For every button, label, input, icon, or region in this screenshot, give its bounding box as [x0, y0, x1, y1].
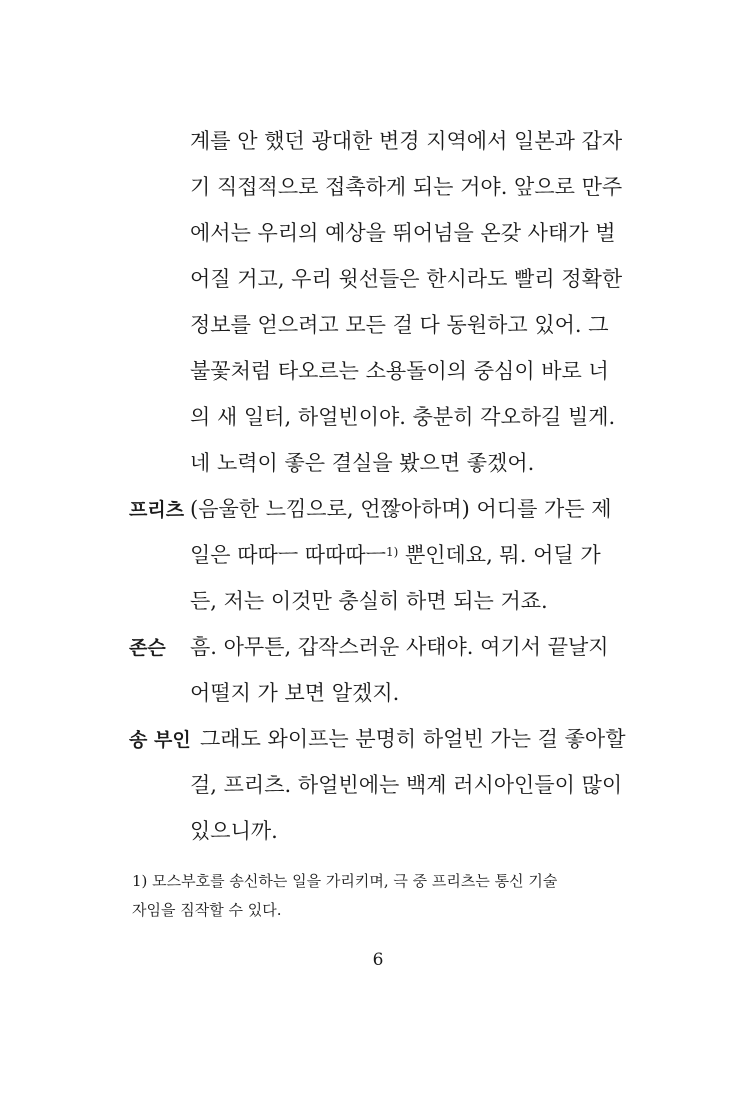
text-line: 계를 안 했던 광대한 변경 지역에서 일본과 갑자	[190, 129, 623, 153]
text-segment: 뿐인데요, 뭐. 어딜 가	[398, 543, 601, 567]
text-line: 그래도 와이프는 분명히 하얼빈 가는 걸 좋아할	[200, 727, 626, 751]
text-line: 의 새 일터, 하얼빈이야. 충분히 각오하길 빌게.	[190, 405, 616, 429]
text-line: 네 노력이 좋은 결실을 봤으면 좋겠어.	[190, 451, 535, 475]
text-line: 기 직접적으로 접촉하게 되는 거야. 앞으로 만주	[190, 175, 623, 199]
text-line: 든, 저는 이것만 충실히 하면 되는 거죠.	[190, 589, 548, 613]
text-line: 걸, 프리츠. 하얼빈에는 백계 러시아인들이 많이	[190, 773, 623, 797]
page-number: 6	[372, 950, 384, 970]
text-line: 어떨지 가 보면 알겠지.	[190, 681, 400, 705]
text-line: 있으니까.	[190, 819, 278, 843]
text-line: 에서는 우리의 예상을 뛰어넘을 온갖 사태가 벌	[190, 221, 616, 245]
speaker-name: 송 부인	[129, 729, 191, 751]
speaker-name: 존슨	[129, 637, 166, 659]
footnote-line: 1) 모스부호를 송신하는 일을 가리키며, 극 중 프리츠는 통신 기술	[132, 872, 558, 890]
speaker-name: 프리츠	[129, 499, 185, 521]
text-line: 흠. 아무튼, 갑작스러운 사태야. 여기서 끝날지	[190, 635, 609, 659]
footnote-line: 자임을 짐작할 수 있다.	[132, 901, 282, 919]
text-line: 어질 거고, 우리 윗선들은 한시라도 빨리 정확한	[190, 267, 623, 291]
text-line	[190, 545, 601, 566]
footnote-marker: 1)	[385, 545, 399, 559]
text-line: 불꽃처럼 타오르는 소용돌이의 중심이 바로 너	[190, 359, 609, 383]
text-segment: 일은 따따ㅡ 따따따ㅡ	[190, 543, 386, 567]
text-line: (음울한 느낌으로, 언짢아하며) 어디를 가든 제	[190, 497, 612, 521]
text-line: 정보를 얻으려고 모든 걸 다 동원하고 있어. 그	[190, 313, 609, 337]
